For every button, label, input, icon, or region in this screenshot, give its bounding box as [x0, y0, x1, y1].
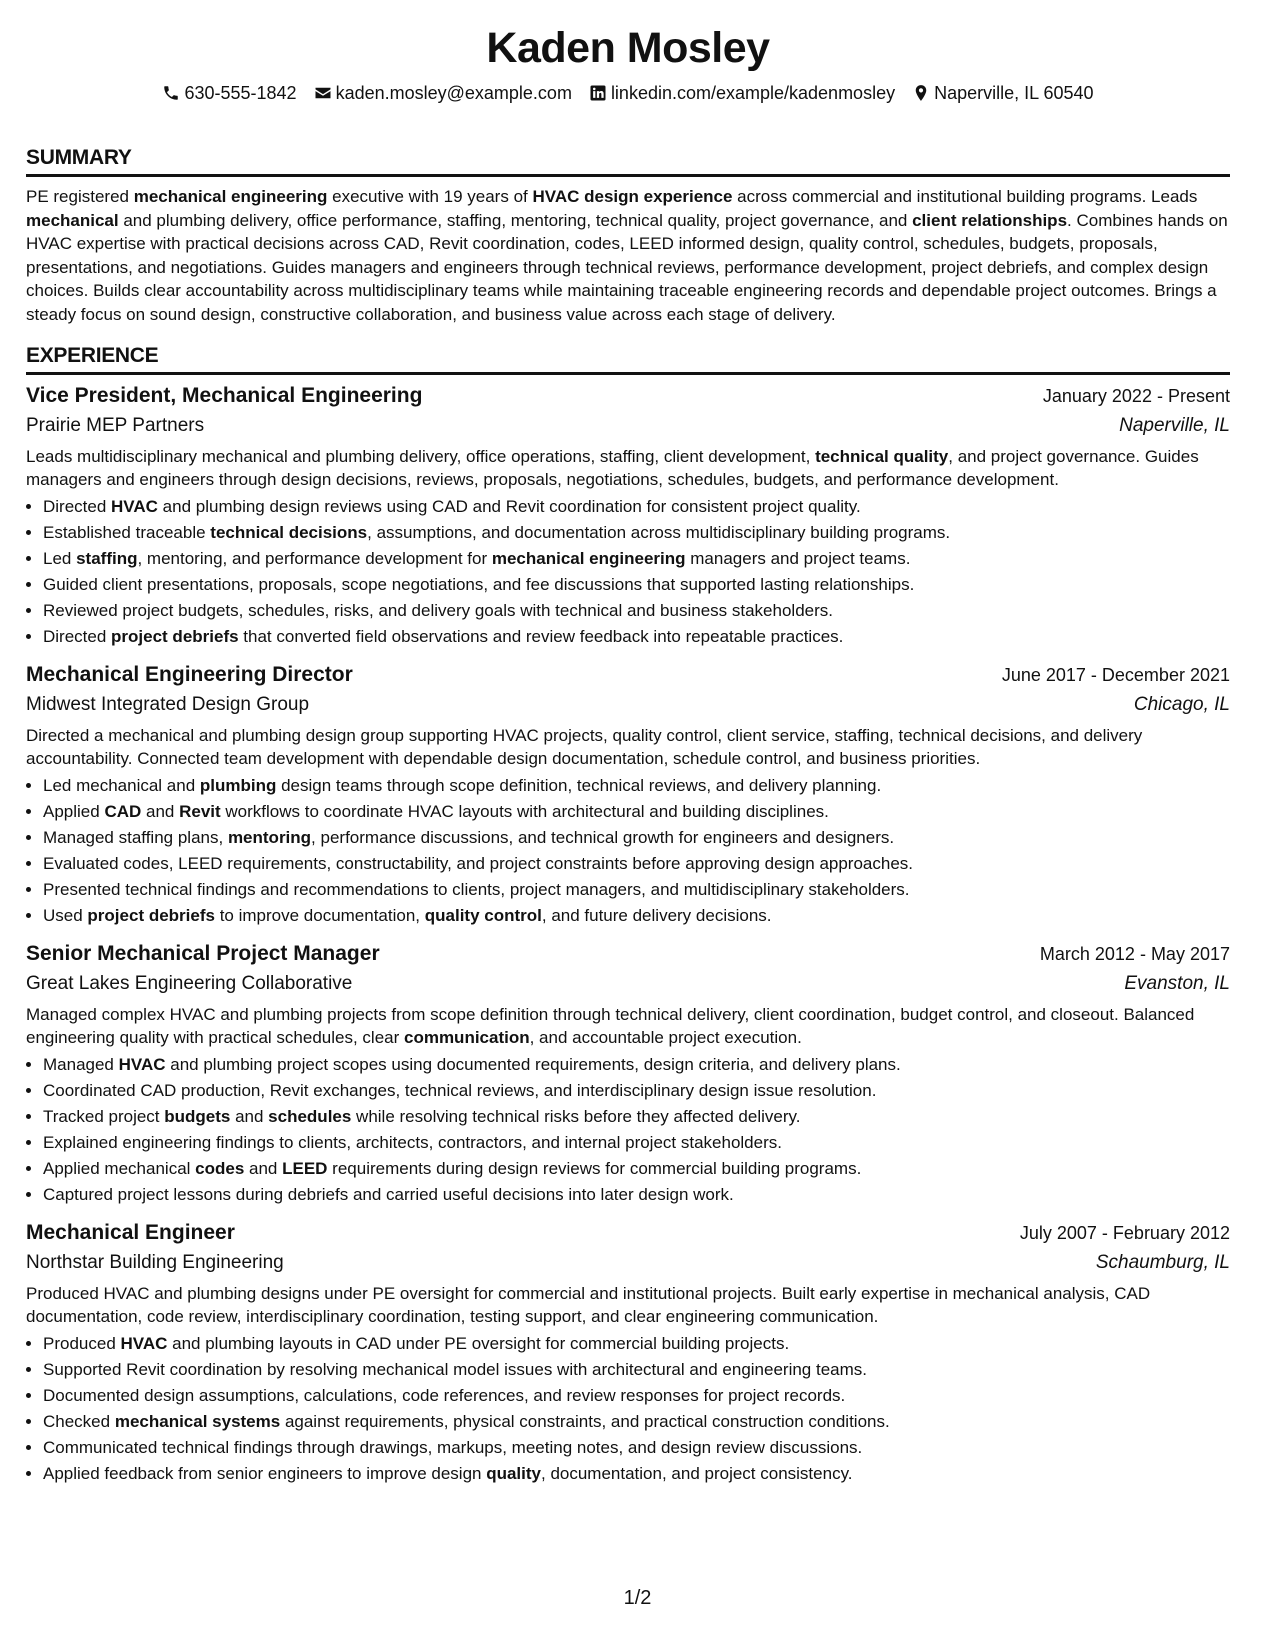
bullet-item: • Managed HVAC and plumbing project scopes using documented requirements, design criteria, and delivery plans.	[43, 1052, 1230, 1078]
bold-keyword: client relationships	[912, 210, 1068, 230]
bold-keyword: HVAC	[111, 496, 158, 516]
job-title: Mechanical Engineer	[26, 1220, 235, 1244]
bold-keyword: mechanical systems	[114, 1411, 281, 1431]
bullet-item: • Tracked project budgets and schedules while resolving technical risks before they affected delivery.	[43, 1104, 1230, 1130]
bold-keyword: codes	[195, 1158, 245, 1178]
bold-keyword: HVAC	[120, 1333, 168, 1353]
bullet-item: • Evaluated codes, LEED requirements, constructability, and project constraints before approving design approaches.	[43, 851, 1230, 877]
job-location: Chicago, IL	[1133, 693, 1230, 715]
job-bullets	[26, 1331, 1230, 1487]
contact-location	[912, 81, 1093, 105]
phone-text: 630-555-1842	[184, 83, 297, 103]
job-bullets	[26, 1052, 1230, 1208]
bullet-item: • Applied mechanical codes and LEED requirements during design reviews for commercial building programs.	[43, 1156, 1230, 1182]
bold-keyword: LEED	[282, 1158, 328, 1178]
job-title: Senior Mechanical Project Manager	[26, 941, 380, 965]
bullet-item: • Guided client presentations, proposals, scope negotiations, and fee discussions that supported lasting relationships.	[43, 572, 1230, 598]
job-title: Vice President, Mechanical Engineering	[26, 383, 423, 407]
bold-keyword: mechanical engineering	[491, 548, 686, 568]
bullet-item: • Directed HVAC and plumbing design reviews using CAD and Revit coordination for consistent project quality.	[43, 494, 1230, 520]
bold-keyword: schedules	[268, 1106, 352, 1126]
bullet-item: • Reviewed project budgets, schedules, risks, and delivery goals with technical and business stakeholders.	[43, 598, 1230, 624]
bullet-item: • Communicated technical findings through drawings, markups, meeting notes, and design review discussions.	[43, 1435, 1230, 1461]
job-entry	[26, 660, 1230, 929]
job-subheader	[26, 411, 1230, 441]
bullet-item: • Presented technical findings and recommendations to clients, project managers, and multidisciplinary stakeholders.	[43, 877, 1230, 903]
bold-keyword: project debriefs	[111, 626, 239, 646]
bold-keyword: technical decisions	[210, 522, 368, 542]
bullet-item: • Coordinated CAD production, Revit exchanges, technical reviews, and interdisciplinary design issue resolution.	[43, 1078, 1230, 1104]
job-subheader	[26, 1248, 1230, 1278]
job-title: Mechanical Engineering Director	[26, 662, 353, 686]
bullet-item: • Directed project debriefs that converted field observations and review feedback into repeatable practices.	[43, 624, 1230, 650]
company-name: Northstar Building Engineering	[26, 1251, 284, 1273]
linkedin-link[interactable]: linkedin.com/example/kadenmosley	[610, 83, 896, 103]
bold-keyword: CAD	[104, 801, 142, 821]
bold-keyword: mechanical engineering	[133, 187, 328, 206]
job-description: Managed complex HVAC and plumbing projects from scope definition through technical delivery, client coordination, budget control, and closeout. Balanced engineering quality with practical schedules, clear communication, and accountable project execution.	[26, 1004, 1195, 1048]
bold-keyword: HVAC	[118, 1054, 166, 1074]
experience-list	[26, 381, 1230, 1487]
bullet-item: • Used project debriefs to improve documentation, quality control, and future delivery decisions.	[43, 903, 1230, 929]
bullet-item: • Checked mechanical systems against requirements, physical constraints, and practical construction conditions.	[43, 1409, 1230, 1435]
location-text: Naperville, IL 60540	[934, 83, 1094, 103]
bullet-item: • Led mechanical and plumbing design teams through scope definition, technical reviews, and delivery planning.	[43, 773, 1230, 799]
job-header	[26, 939, 1230, 969]
job-entry	[26, 1218, 1230, 1487]
bold-keyword: project debriefs	[87, 905, 215, 925]
job-entry	[26, 939, 1230, 1208]
bullet-item: • Led staffing, mentoring, and performance development for mechanical engineering managers and project teams.	[43, 546, 1230, 572]
bold-keyword: budgets	[164, 1106, 231, 1126]
experience-heading: EXPERIENCE	[26, 343, 1230, 375]
job-description: Directed a mechanical and plumbing design group supporting HVAC projects, quality control, client service, staffing, technical decisions, and delivery accountability. Connected team development with dependable design documentation, schedule control, and business priorities.	[26, 725, 1143, 769]
job-header	[26, 660, 1230, 690]
bullet-item: • Applied CAD and Revit workflows to coordinate HVAC layouts with architectural and building disciplines.	[43, 799, 1230, 825]
job-dates: January 2022 - Present	[1042, 385, 1230, 406]
job-subheader	[26, 690, 1230, 720]
bullet-item: • Managed staffing plans, mentoring, performance discussions, and technical growth for engineers and designers.	[43, 825, 1230, 851]
map-pin-icon	[912, 84, 930, 102]
bold-keyword: mechanical	[26, 210, 119, 230]
linkedin-icon	[589, 84, 607, 102]
company-name: Prairie MEP Partners	[26, 414, 205, 436]
summary-heading: SUMMARY	[26, 145, 1230, 177]
bold-keyword: quality	[486, 1463, 541, 1483]
bold-keyword: communication	[403, 1028, 530, 1048]
job-dates: March 2012 - May 2017	[1039, 943, 1230, 964]
bullet-item: • Explained engineering findings to clients, architects, contractors, and internal project stakeholders.	[43, 1130, 1230, 1156]
job-description: Leads multidisciplinary mechanical and plumbing delivery, office operations, staffing, client development, technical quality, and project governance. Guides managers and engineers through design decisions, reviews, proposals, negotiations, schedules, budgets, and performance development.	[26, 446, 1199, 490]
job-location: Schaumburg, IL	[1095, 1251, 1230, 1273]
job-subheader	[26, 969, 1230, 999]
bullet-item: • Supported Revit coordination by resolving mechanical model issues with architectural and engineering teams.	[43, 1357, 1230, 1383]
bullet-item: • Captured project lessons during debriefs and carried useful decisions into later design work.	[43, 1182, 1230, 1208]
bold-keyword: Revit	[179, 801, 221, 821]
bullet-item: • Documented design assumptions, calculations, code references, and review responses for project records.	[43, 1383, 1230, 1409]
job-location: Evanston, IL	[1124, 972, 1230, 994]
bold-keyword: staffing	[76, 548, 138, 568]
job-bullets	[26, 773, 1230, 929]
job-entry	[26, 381, 1230, 650]
email-link[interactable]: kaden.mosley@example.com	[335, 83, 572, 103]
job-bullets	[26, 494, 1230, 650]
contact-linkedin[interactable]	[589, 81, 895, 105]
bullet-item: • Applied feedback from senior engineers to improve design quality, documentation, and project consistency.	[43, 1461, 1230, 1487]
page-number: 1/2	[623, 1587, 652, 1609]
bullet-item: • Produced HVAC and plumbing layouts in CAD under PE oversight for commercial building projects.	[43, 1331, 1230, 1357]
contact-phone	[162, 81, 296, 105]
job-header	[26, 381, 1230, 411]
job-description: Produced HVAC and plumbing designs under PE oversight for commercial and institutional projects. Built early expertise in mechanical analysis, CAD documentation, code review, interdisciplinary coordination, testing support, and clear engineering communication.	[26, 1283, 1151, 1327]
envelope-icon	[314, 84, 332, 102]
summary-text: PE registered mechanical engineering executive with 19 years of HVAC design experience across commercial and institutional building programs. Leads mechanical and plumbing delivery, office performance, staffing, mentoring, technical quality, project governance, and client relationships. Combines hands on HVAC expertise with practical decisions across CAD, Revit coordination, codes, LEED informed design, quality control, schedules, budgets, proposals, presentations, and negotiations. Guides managers and engineers through technical reviews, performance development, project debriefs, and complex design choices. Builds clear accountability across multidisciplinary teams while maintaining traceable engineering records and dependable project outcomes. Brings a steady focus on sound design, constructive collaboration, and business value across each stage of delivery.	[26, 187, 1228, 324]
bold-keyword: technical quality	[815, 446, 949, 466]
phone-icon	[162, 84, 180, 102]
company-name: Midwest Integrated Design Group	[26, 693, 310, 715]
bullet-item: • Established traceable technical decisions, assumptions, and documentation across multidisciplinary building programs.	[43, 520, 1230, 546]
bold-keyword: mentoring	[227, 827, 312, 847]
candidate-name: Kaden Mosley	[486, 24, 770, 72]
bold-keyword: quality control	[424, 905, 542, 925]
bold-keyword: plumbing	[199, 775, 277, 795]
job-location: Naperville, IL	[1119, 414, 1230, 436]
contact-bar	[26, 81, 1230, 105]
company-name: Great Lakes Engineering Collaborative	[26, 972, 353, 994]
job-dates: July 2007 - February 2012	[1019, 1222, 1230, 1243]
job-header	[26, 1218, 1230, 1248]
job-dates: June 2017 - December 2021	[1001, 664, 1230, 685]
contact-email[interactable]	[314, 81, 572, 105]
bold-keyword: HVAC design experience	[532, 187, 733, 206]
